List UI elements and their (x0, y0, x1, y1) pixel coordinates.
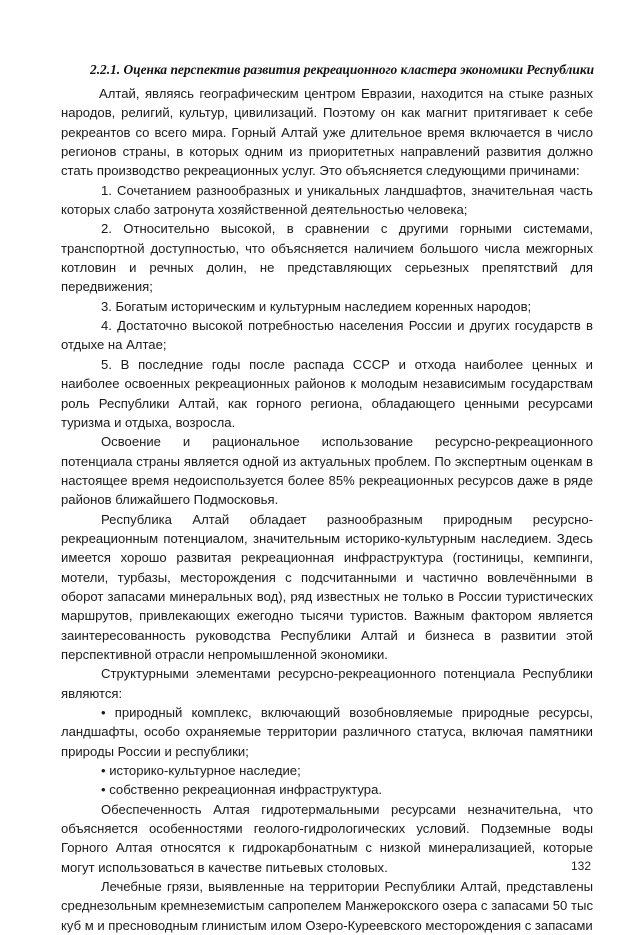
body-text (61, 84, 593, 935)
list-item: 2. Относительно высокой, в сравнении с другими горными системами, транспортной доступностью, что объясняется наличием большого числа межгорных котловин и речных долин, не представляющих серьезных препятствий для передвижения; (61, 221, 593, 295)
section-heading: 2.2.1. Оценка перспектив развития рекреационного кластера экономики Республики (90, 62, 595, 77)
bullet-paragraph: • природный комплекс, включающий возобновляемые природные ресурсы, ландшафты, особо охраняемые территории различного статуса, включая памятники природы России и республики; (61, 705, 593, 759)
page-number: 132 (571, 859, 592, 873)
paragraph: Лечебные грязи, выявленные на территории Республики Алтай, представлены среднезольным кремнеземистым сапропелем Манжерокского озера с запасами 50 тыс куб м и пресноводным глинистым илом Озеро-Куреевского месторождения с запасами (61, 879, 593, 933)
paragraph: Обеспеченность Алтая гидротермальными ресурсами незначительна, что объясняется особенностями геолого-гидрологических условий. Подземные воды Горного Алтая относятся к гидрокарбонатным с низкой минерализацией, которые могут использоваться в качестве питьевых столовых. (61, 801, 593, 875)
bullet-item: • собственно рекреационная инфраструктура. (101, 782, 383, 798)
list-item: 1. Сочетанием разнообразных и уникальных ландшафтов, значительная часть которых слабо затронута хозяйственной деятельностью человека; (61, 182, 593, 218)
list-item: 3. Богатым историческим и культурным наследием коренных народов; (101, 298, 532, 314)
paragraph: Республика Алтай обладает разнообразным природным ресурсно-рекреационным потенциалом, значительным историко-культурным наследием. Здесь имеется хорошо развитая рекреационная инфраструктура (гостиницы, кемпинги, мотели, турбазы, месторождения с подсчитанными и частично вовлечёнными в оборот запасами минеральных вод), ряд известных не только в России туристических маршрутов, привлекающих ежегодно тысячи туристов. Важным фактором является заинтересованность руководства Республики Алтай и бизнеса в развитии этой перспективной отрасли непромышленной экономики. (61, 511, 593, 662)
paragraph: Алтай, являясь географическим центром Евразии, находится на стыке разных народов, религий, культур, цивилизаций. Поэтому он как магнит притягивает к себе рекреантов со всего мира. Горный Алтай уже длительное время включается в число регионов страны, в которых одним из приоритетных направлений развития должно стать производство рекреационных услуг. Это объясняется следующими причинами: (61, 86, 593, 179)
paragraph: Структурными элементами ресурсно-рекреационного потенциала Республики являются: (61, 666, 593, 701)
paragraph: Освоение и рациональное использование ресурсно-рекреационного потенциала страны является одной из актуальных проблем. По экспертным оценкам в настоящее время недоиспользуется более 85% рекреационных ресурсов даже в ряде районов ближайшего Подмосковья. (61, 434, 593, 508)
list-item: 5. В последние годы после распада СССР и отхода наиболее ценных и наиболее освоенных рекреационных районов к молодым независимым государствам роль Республики Алтай, как горного региона, обладающего ценными ресурсами туризма и отдыха, возросла. (61, 356, 593, 430)
bullet-item: • историко-культурное наследие; (101, 763, 301, 779)
list-item: 4. Достаточно высокой потребностью населения России и других государств в отдыхе на Алтае; (61, 318, 593, 353)
